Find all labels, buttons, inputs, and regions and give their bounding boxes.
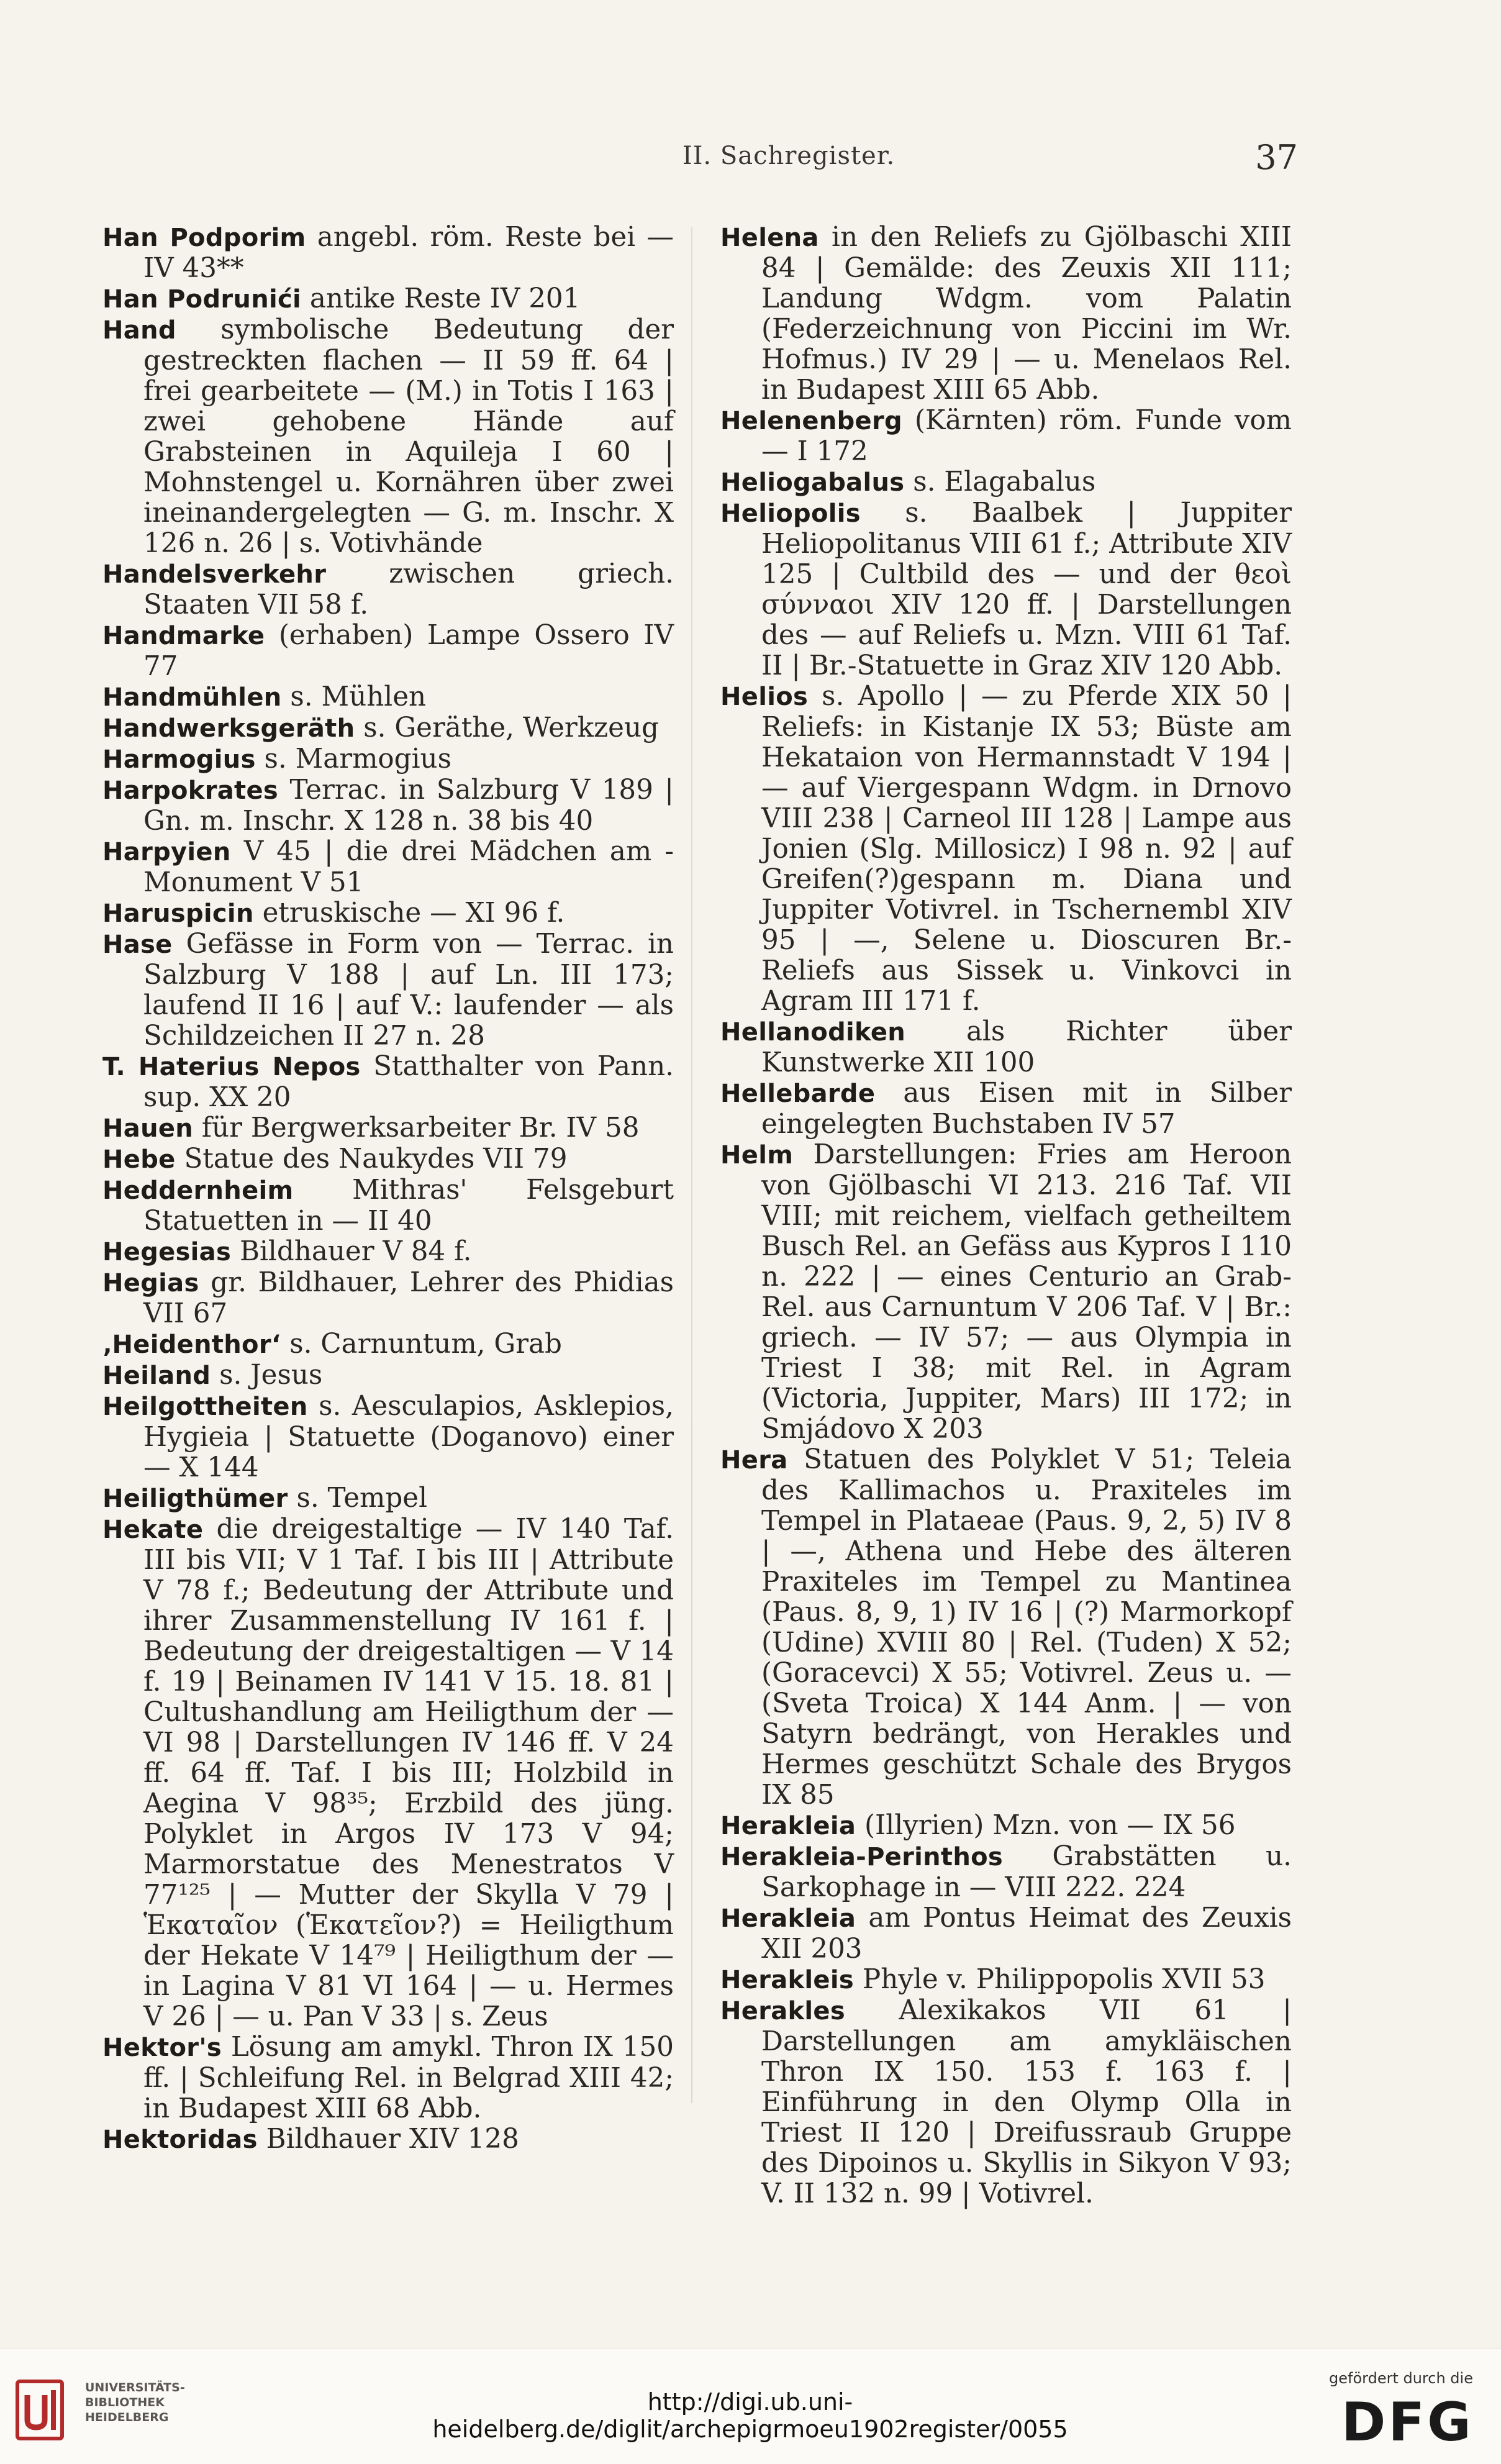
entry-headword: Hegesias	[102, 1238, 232, 1266]
entry-headword: ‚Heidenthor‘	[102, 1330, 281, 1359]
entry-text: s. Aesculapios, Asklepios, Hygieia | Statuette (Doganovo) einer — X 144	[143, 1391, 674, 1483]
entry-headword: Heiligthümer	[102, 1484, 288, 1513]
dfg-logo: DFG	[1341, 2391, 1474, 2453]
index-entry	[102, 315, 674, 559]
entry-headword: Hase	[102, 930, 173, 959]
index-entry	[720, 1017, 1292, 1078]
entry-text: Grabstätten u. Sarkophage in — VIII 222. 224	[761, 1841, 1292, 1903]
entry-text: s. Tempel	[296, 1483, 428, 1514]
index-entry	[720, 1842, 1292, 1903]
entry-headword: Haruspicin	[102, 899, 254, 928]
entry-text: Bildhauer V 84 f.	[239, 1236, 472, 1267]
index-entry	[102, 559, 674, 621]
entry-text: als Richter über Kunstwerke XII 100	[761, 1016, 1292, 1078]
entry-text: s. Jesus	[219, 1360, 323, 1391]
index-entry	[102, 1237, 674, 1268]
entry-text: Statuen des Polyklet V 51; Teleia des Kallimachos u. Praxiteles im Tempel in Plataeae (Paus. 9, 2, 5) IV 8 | —, Athena und Hebe des älteren Praxiteles im Tempel zu Mantinea (Paus. 8, 9, 1) IV 16 | (?) Marmorkopf (Udine) XVIII 80 | Rel. (Tuden) X 52; (Goracevci) X 55; Votivrel. Zeus u. — (Sveta Troica) X 144 Anm. | — von Satyrn bedrängt, von Herakles und Hermes geschützt Schale des Brygos IX 85	[761, 1444, 1292, 1811]
index-entry	[720, 681, 1292, 1017]
entry-headword: Heiland	[102, 1362, 211, 1390]
index-entry	[102, 1483, 674, 1514]
index-entry	[102, 1144, 674, 1175]
entry-headword: Hektoridas	[102, 2125, 258, 2154]
entry-text: Statthalter von Pann. sup. XX 20	[143, 1051, 674, 1113]
entry-headword: Han Podporim	[102, 224, 306, 252]
index-entry	[102, 929, 674, 1052]
entry-text: etruskische — XI 96 f.	[262, 898, 565, 929]
entry-headword: Herakles	[720, 1997, 845, 2025]
index-entry	[720, 1996, 1292, 2209]
index-entry	[102, 1329, 674, 1360]
entry-headword: Hellebarde	[720, 1080, 876, 1108]
index-entry	[720, 498, 1292, 681]
funder-caption: gefördert durch die	[1329, 2370, 1473, 2387]
index-entry	[720, 1140, 1292, 1445]
entry-headword: Han Podrunići	[102, 285, 302, 314]
entry-text: s. Mühlen	[290, 681, 427, 712]
entry-text: Darstellungen: Fries am Heroon von Gjölbaschi VI 213. 216 Taf. VII VIII; mit reichem, vielfach getheiltem Busch Rel. an Gefäss aus Kypros I 110 n. 222 | — eines Centurio an Grab-Rel. aus Carnuntum V 206 Taf. V | Br.: griech. — IV 57; — aus Olympia in Triest I 38; mit Rel. in Agram (Victoria, Juppiter, Mars) III 172; in Smjádovo X 203	[761, 1139, 1292, 1445]
running-header	[99, 138, 1298, 185]
entry-headword: Handmarke	[102, 622, 265, 650]
entry-headword: Harmogius	[102, 745, 256, 774]
index-entry	[720, 467, 1292, 498]
index-entry	[102, 1360, 674, 1391]
entry-text: in den Reliefs zu Gjölbaschi XIII 84 | Gemälde: des Zeuxis XII 111; Landung Wdgm. vom Palatin (Federzeichnung von Piccini im Wr. Hofmus.) IV 29 | — u. Menelaos Rel. in Budapest XIII 65 Abb.	[761, 222, 1292, 406]
index-column-left	[102, 222, 674, 2155]
entry-headword: Handmühlen	[102, 683, 282, 712]
entry-text: s. Carnuntum, Grab	[289, 1329, 562, 1360]
entry-text: antike Reste IV 201	[309, 283, 581, 314]
entry-headword: Handelsverkehr	[102, 560, 327, 589]
running-title: II. Sachregister.	[682, 142, 896, 170]
index-entry	[102, 284, 674, 315]
entry-text: (Kärnten) röm. Funde vom — I 172	[761, 405, 1292, 467]
index-entry	[102, 1514, 674, 2032]
index-entry	[720, 1445, 1292, 1811]
entry-text: (erhaben) Lampe Ossero IV 77	[143, 620, 674, 682]
index-entry	[102, 2124, 674, 2155]
entry-headword: Harpokrates	[102, 776, 278, 805]
entry-text: s. Baalbek | Juppiter Heliopolitanus VIII 61 f.; Attribute XIV 125 | Cultbild des — und der θεοὶ σύνναοι XIV 120 ff. | Darstellungen des — auf Reliefs u. Mzn. VIII 61 Taf. II | Br.-Statuette in Graz XIV 120 Abb.	[761, 498, 1292, 681]
entry-headword: Herakleia	[720, 1812, 856, 1840]
index-entry	[102, 898, 674, 929]
index-entry	[102, 2032, 674, 2124]
index-entry	[102, 1268, 674, 1329]
entry-text: Bildhauer XIV 128	[266, 2124, 519, 2155]
entry-headword: Helios	[720, 683, 809, 711]
entry-text: V 45 | die drei Mädchen am -Monument V 51	[143, 836, 674, 898]
entry-headword: Hebe	[102, 1145, 176, 1174]
index-entry	[102, 682, 674, 713]
entry-text: s. Marmogius	[264, 743, 451, 775]
entry-headword: Helenenberg	[720, 407, 902, 435]
entry-headword: Heddernheim	[102, 1176, 294, 1205]
entry-text: Statue des Naukydes VII 79	[184, 1143, 568, 1175]
entry-headword: T. Haterius Nepos	[102, 1053, 361, 1081]
entry-text: Terrac. in Salzburg V 189 | Gn. m. Inschr. X 128 n. 38 bis 40	[143, 775, 674, 837]
university-library-name: UNIVERSITÄTS- BIBLIOTHEK HEIDELBERG	[85, 2381, 185, 2424]
index-entry	[102, 837, 674, 898]
page-number: 37	[1255, 138, 1298, 177]
entry-text: Alexikakos VII 61 | Darstellungen am amykläischen Thron IX 150. 153 f. 163 f. | Einführung in den Olymp Olla in Triest II 120 | Dreifussraub Gruppe des Dipoinos u. Skyllis in Sikyon V 93; V. II 132 n. 99 | Votivrel.	[761, 1995, 1292, 2209]
entry-headword: Hegias	[102, 1269, 199, 1298]
entry-text: Lösung am amykl. Thron IX 150 ff. | Schleifung Rel. in Belgrad XIII 42; in Budapest XIII 68 Abb.	[143, 2032, 674, 2124]
index-entry	[102, 1391, 674, 1483]
index-entry	[720, 1965, 1292, 1996]
entry-text: Phyle v. Philippopolis XVII 53	[862, 1964, 1266, 1995]
column-divider	[691, 227, 692, 2103]
index-entry	[720, 1078, 1292, 1140]
index-entry	[720, 222, 1292, 406]
entry-headword: Herakleia	[720, 1904, 856, 1933]
entry-text: zwischen griech. Staaten VII 58 f.	[143, 558, 674, 621]
index-entry	[102, 1175, 674, 1237]
entry-text: s. Apollo | — zu Pferde XIX 50 | Reliefs: in Kistanje IX 53; Büste am Hekataion von Hermannstadt V 194 | — auf Viergespann Wdgm. in Drnovo VIII 238 | Carneol III 128 | Lampe aus Jonien (Slg. Millosicz) I 98 n. 92 | auf Greifen(?)gespann m. Diana und Juppiter Votivrel. in Tschernembl XIV 95 | —, Selene u. Dioscuren Br.-Reliefs aus Sissek u. Vinkovci in Agram III 171 f.	[761, 681, 1292, 1017]
entry-headword: Helena	[720, 224, 819, 252]
entry-headword: Herakleis	[720, 1966, 854, 1994]
permalink-url[interactable]: http://digi.ub.uni-heidelberg.de/diglit/archepigrmoeu1902register/0055	[432, 2388, 1068, 2443]
index-entry	[102, 775, 674, 837]
entry-headword: Hellanodiken	[720, 1018, 906, 1047]
index-column-right	[720, 222, 1292, 2209]
index-entry	[720, 1811, 1292, 1842]
entry-headword: Herakleia-Perinthos	[720, 1843, 1004, 1871]
entry-text: Mithras' Felsgeburt Statuetten in — II 40	[143, 1175, 674, 1237]
index-entry	[102, 713, 674, 744]
entry-text: angebl. röm. Reste bei — IV 43**	[143, 222, 674, 284]
entry-text: s. Geräthe, Werkzeug	[363, 712, 659, 743]
entry-text: symbolische Bedeutung der gestreckten flachen — II 59 ff. 64 | frei gearbeitete — (M.) in Totis I 163 | zwei gehobene Hände auf Grabsteinen in Aquileja I 60 | Mohnstengel u. Kornähren über zwei ineinandergelegten — G. m. Inschr. X 126 n. 26 | s. Votivhände	[143, 314, 674, 559]
entry-text: (Illyrien) Mzn. von — IX 56	[864, 1810, 1236, 1841]
entry-text: am Pontus Heimat des Zeuxis XII 203	[761, 1903, 1292, 1965]
entry-headword: Heliopolis	[720, 499, 861, 528]
entry-text: s. Elagabalus	[913, 466, 1096, 498]
index-entry	[102, 1113, 674, 1144]
entry-headword: Hekate	[102, 1516, 204, 1544]
index-entry	[102, 744, 674, 775]
entry-headword: Harpyien	[102, 838, 231, 866]
entry-headword: Hektor's	[102, 2034, 222, 2062]
index-entry	[102, 621, 674, 682]
entry-text: die dreigestaltige — IV 140 Taf. III bis VII; V 1 Taf. I bis III | Attribute V 78 f.; Bedeutung der Attribute und ihrer Zusammenstellung IV 161 f. | Bedeutung der dreigestaltigen — V 14 f. 19 | Beinamen IV 141 V 15. 18. 81 | Cultushandlung am Heiligthum der — VI 98 | Darstellungen IV 146 ff. V 24 ff. 64 ff. Taf. I bis III; Holzbild in Aegina V 98³⁵; Erzbild des jüng. Polyklet in Argos IV 173 V 94; Marmorstatue des Menestratos V 77¹²⁵ | — Mutter der Skylla V 79 | Ἑκαταῖον (Ἑκατεῖον?) = Heiligthum der Hekate V 14⁷⁹ | Heiligthum der — in Lagina V 81 VI 164 | — u. Hermes V 26 | — u. Pan V 33 | s. Zeus	[143, 1514, 674, 2032]
index-entry	[102, 222, 674, 284]
entry-headword: Heliogabalus	[720, 468, 905, 497]
index-entry	[720, 1903, 1292, 1965]
entry-text: Gefässe in Form von — Terrac. in Salzburg V 188 | auf Ln. III 173; laufend II 16 | auf V.: laufender — als Schildzeichen II 27 n. 28	[143, 929, 674, 1052]
entry-headword: Heilgottheiten	[102, 1393, 308, 1421]
entry-text: für Bergwerksarbeiter Br. IV 58	[201, 1112, 640, 1143]
entry-text: gr. Bildhauer, Lehrer des Phidias VII 67	[143, 1267, 674, 1329]
university-library-logo-icon	[14, 2376, 71, 2445]
entry-headword: Helm	[720, 1141, 794, 1170]
entry-headword: Hauen	[102, 1114, 194, 1143]
entry-headword: Hera	[720, 1446, 788, 1475]
index-entry	[720, 406, 1292, 467]
entry-headword: Handwerksgeräth	[102, 714, 355, 743]
index-entry	[102, 1052, 674, 1113]
entry-text: aus Eisen mit in Silber eingelegten Buchstaben IV 57	[761, 1078, 1292, 1140]
entry-headword: Hand	[102, 316, 176, 345]
